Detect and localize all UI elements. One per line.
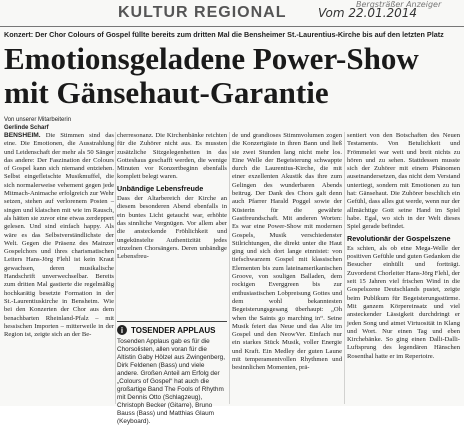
handwritten-source-note: Bergsträßer Anzeiger <box>356 0 442 9</box>
article-column-1 <box>4 132 114 404</box>
header-rule <box>0 26 464 27</box>
info-box <box>117 321 227 425</box>
byline <box>4 116 71 132</box>
column-divider <box>344 132 345 404</box>
section-title: KULTUR REGIONAL <box>118 4 287 21</box>
info-box-title: TOSENDER APPLAUS <box>131 325 216 335</box>
dateline: BENSHEIM. <box>4 132 41 139</box>
page-header <box>0 0 464 26</box>
paragraph: cherresonanz. Die Kirchenbänke reichten für die Zuhörer nicht aus. Es mussten zusätzliche Sitzgelegenheiten in das Gotteshaus geschafft werden, die wenige Minuten vor Konzertbeginn ebenfalls komplett belegt waren. <box>117 132 227 181</box>
paragraph: Es schien, als ob eine Mega-Welle der positiven Gefühle und guten Gedanken die Besucher einhüllt und fortträgt. Zuvorderst Chorleiter Hans-Jörg Flehl, der seit 15 Jahren viel frischen Wind in die Gospelszene Deutschlands pustet, zeigte beim Publikum für Begeisterungsstürme. Mit ganzem Körpereinsatz und viel ansteckender Lässigkeit durchdringt er jeden Song und atmet Virtuosität in Klang und Wort. Nur einen Tag und eben Kirchebänke. So ging einen Dalli-Dalli-Luftsprung des legendären Hänschen Rosenthal hatte er im Repertoire. <box>347 244 460 360</box>
byline-author: Gerlinde Scharf <box>4 125 49 131</box>
paragraph: Dass der Altarbereich der Kirche an diesem besonderen Abend ebenfalls in ein buntes Licht getaucht war, erhöhte das sinnliche Vergnügen. Vor allem aber die ansteckende Fröhlichkeit und ungekünstelte Authentizität jedes einzelnen Chorsängers. Deren unbändige Lebensfreu- <box>117 195 227 261</box>
handwritten-date: Vom 22.01.2014 <box>318 6 418 20</box>
article-column-4 <box>347 132 460 404</box>
article-kicker: Konzert: Der Chor Colours of Gospel füllte bereits zum dritten Mal die Bensheimer St.-Laurentius-Kirche bis auf den letzten Platz <box>4 30 444 39</box>
paragraph <box>4 132 114 339</box>
subheading: Revolutionär der Gospelszene <box>347 233 451 243</box>
byline-label: Von unserer Mitarbeiterin <box>4 117 72 123</box>
subheading: Unbändige Lebensfreude <box>117 183 204 193</box>
column-text: Die Stimmen sind das eine. Die Emotionen, die Ausstrahlung und Leidenschaft der mehr als 50 Sänger das andere: Der Faszination der Colours of Gospel kann sich niemand entziehen. Selbst eingefleischte Musikmuffel, die sich normalerweise vehement gegen jede Mitmach-Animache erfolgreich zur Wehr setzen, stehen auf verlorenem Posten – singen und klatschen mit wie im Rausch, als hätten sie zuvor eine etwas zerdeppert gelesen. Und sind einfach happy. Als wäre es das Selbstverständlichste der Welt. Gegen die Präsenz des Mainzer Gospelchors und ihres charismatischen Leiters Hans-Jörg Flehl ist kein Kraut gewachsen, deren musikalische Handschrift unverwechselbar. Bereits zum dritten Mal gastierte die regelmäßig hochkarätig besetzte Formation in der St.-Laurentiuskirche in Bensheim. Wie bei den Konzerten der Chor aus dem benachbarten Rheinland-Pfalz – mit hessischen Importen – mitterweile in der Region ist, zeigte sich an der Be- <box>4 132 114 339</box>
info-icon: i <box>117 325 127 335</box>
column-divider <box>115 132 116 404</box>
info-box-text: Tosenden Applaus gab es für die Chorsolisten, allen voran für die Altistin Gaby Hölzel aus Zwingenberg, Dirk Feldenen (Bass) und viele andere. Großen Anteil am Erfolg der „Colours of Gospel“ hat auch die großartige Band The Fools of Rhythm mit Dennis Otto (Schlagzeug), Christoph Becker (Gitarre), Bruno Bauss (Bass) und Matthias Glaum (Keyboard). <box>117 338 225 425</box>
column-divider <box>229 132 230 404</box>
paragraph: de und grandioses Stimmvolumen zogen die Konzertgäste in ihren Bann und ließ sie zwei Stunden lang nicht mehr los. Eine Welle der Begeisterung schwappte durch die Laurentius-Kirche, die mit einer exzellenten Akustik das ihre zum Gelingen des wunderbaren Abends beitrug. Der Dank des Chors galt denn auch Pfarrer Harald Poggel sowie der Küsterin für die gewährte Gastfreundschaft. Mit anderen Worten: Es war eine Power-Show mit modernen Gospels, Musik verschiedenster Stilrichtungen, die direkt unter die Haut ging und sich dort lange einnistet: von tiefschwarzem Gospel mit klassischen Elementen bis zum lateinamerikanischen Groove, von souligen Balladen, dem rockigen Everggreen bis zur enthusiastischen Lobpreisung Gottes und dem wohl bekanntesten Begeisterungsgesang überhaupt: „Oh when the Saints go marching in“. Seine Musik feiert das Neue und das Alte im Gospel und den NeowVer. Einfach nur ein starkes Stück Musik, voller Energie und Kraft. Ein Medley der guten Laune mit temperamentvollen Rhythmen und besinnlichen Momenten, prä- <box>232 132 342 372</box>
article-column-3 <box>232 132 342 404</box>
paragraph: sentiert von den Botschaften des Neuen Testaments. Von Betulichkeit und Frömmelei war weit und breit nichts zu hören und zu sehen. Stattdessen musste sich der Zuhörer mit einem Phänomen auseinandersetzen, das nicht dem Verstand untertiegt, sondern mit Emotionen zu tun hat: Gänsehaut. Die Zuhörer beschlich ein Gefühl, dass alles gut werde, wenn nur der allmächtige Gott seine Hand im Spiel habe. Egal, wo sich in der Welt dieses Spiel gerade befindet. <box>347 132 460 231</box>
info-box-header <box>117 325 227 335</box>
article-headline: Emotionsgeladene Power-Show mit Gänsehaut-Garantie <box>4 41 419 110</box>
